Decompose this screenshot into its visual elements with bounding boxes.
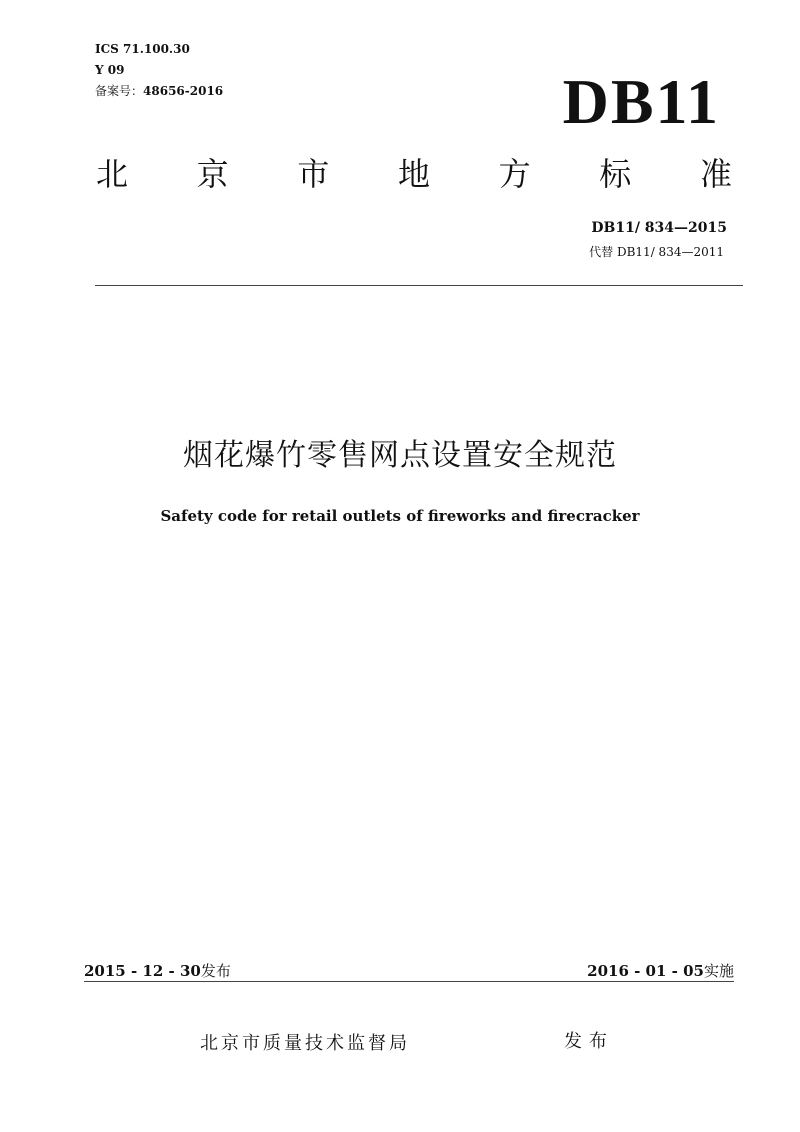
issuing-authority: 北京市质量技术监督局 bbox=[200, 1033, 410, 1054]
standard-type-char: 方 bbox=[498, 155, 531, 193]
publish-label: 发布 bbox=[564, 1031, 614, 1052]
replaces-standard: 代替 DB11/ 834—2011 bbox=[589, 245, 724, 259]
implementation-date: 2016 - 01 - 05 bbox=[587, 962, 704, 980]
standard-type-char: 准 bbox=[699, 155, 732, 193]
standard-type-char: 京 bbox=[196, 155, 229, 193]
classification-code: Y 09 bbox=[95, 63, 125, 77]
standard-number: DB11/ 834—2015 bbox=[591, 220, 727, 236]
header-divider bbox=[95, 285, 743, 286]
record-number-line bbox=[95, 84, 223, 98]
record-number-value: 48656-2016 bbox=[143, 84, 224, 98]
document-title-chinese: 烟花爆竹零售网点设置安全规范 bbox=[183, 438, 617, 473]
date-divider bbox=[84, 981, 734, 982]
implementation-date-line bbox=[587, 961, 734, 981]
issue-date-line bbox=[84, 961, 231, 981]
standard-type-char: 标 bbox=[599, 155, 632, 193]
issue-date: 2015 - 12 - 30 bbox=[84, 962, 201, 980]
standard-type-char: 北 bbox=[96, 155, 129, 193]
standard-type-heading bbox=[96, 156, 732, 192]
record-number-label: 备案号： bbox=[95, 84, 144, 98]
document-title-english: Safety code for retail outlets of fireworks and firecracker bbox=[160, 507, 640, 525]
issue-suffix: 发布 bbox=[200, 962, 231, 980]
db11-logo: DB11 bbox=[562, 66, 720, 137]
standard-type-char: 地 bbox=[397, 155, 430, 193]
standard-type-char: 市 bbox=[297, 155, 330, 193]
ics-code: ICS 71.100.30 bbox=[95, 42, 190, 56]
implementation-suffix: 实施 bbox=[703, 962, 734, 980]
